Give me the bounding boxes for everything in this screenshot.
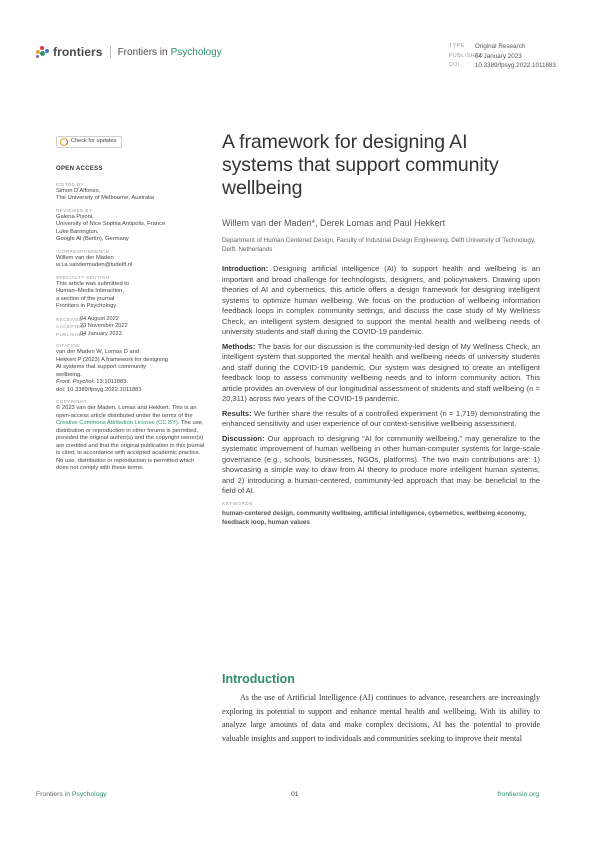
date-published: PUBLISHED 04 January 2023 [56, 330, 122, 337]
date-received: RECEIVED 04 August 2022 [56, 315, 119, 322]
abstract-results: Results: We further share the results of a controlled experiment (n = 1,719) demonstrating the enhanced sensitivity and user experience of our context-sensitive wellbeing assessment. [222, 408, 540, 428]
abstract-methods: Methods: The basis for our discussion is the community-led design of My Wellness Check, an intelligent system that supported the mental health and wellbeing needs of university students and staff during the COVID-19 pandemic. Our system was designed to create an intelligent feedback loop to assess community wellbeing needs and to inform community action. This article provides an overview of our longitudinal assessment of students and staff wellbeing (n = 20,311) across two years of the COVID-19 pandemic. [222, 341, 540, 403]
open-access-label: OPEN ACCESS [56, 166, 103, 172]
reviewed-by-label: REVIEWED BY [56, 207, 93, 213]
copyright-text: © 2023 van der Maden, Lomas and Hekkert. This is an open-access article distributed under the terms of the Creative Commons Attribution License (CC BY). The use, distribution or reproduction in other forums is permitted, provided the original author(s) and the copyright owner(s) are credited and that the original publication in this journal is cited, in accordance with accepted academic practice. No use, distribution or reproduction is permitted which does not comply with these terms. [56, 405, 205, 472]
abstract-discussion: Discussion: Our approach to designing “AI for community wellbeing,” may generalize to the systematic improvement of human wellbeing in other human-computer systems for large-scale governance (e.g., schools, businesses, NGOs, platforms). The two main contributions are: 1) showcasing a simple way to draw from AI theory to produce more intelligent human systems, and 2) introducing a human-centered, community-led approach that may be beneficial to the field of AI. [222, 433, 540, 495]
meta-published: PUBLISHED 04 January 2023 [448, 52, 522, 60]
keywords-label: KEYWORDS [222, 500, 253, 506]
abstract [222, 264, 540, 497]
footer-journal: Frontiers in Psychology [36, 791, 107, 798]
edited-by-label: EDITED BY [56, 181, 84, 187]
meta-type: TYPE Original Research [448, 43, 526, 50]
date-accepted: ACCEPTED 23 November 2022 [56, 323, 128, 330]
citation: van der Maden W, Lomas D and Hekkert P (2023) A framework for designing AI systems that support community wellbeing. Front. Psychol. 13:1011883. doi: 10.3389/fpsyg.2022.1011883 [56, 349, 208, 394]
article-main [222, 131, 540, 527]
introduction-heading: Introduction [222, 672, 295, 686]
journal-name: Psychology [170, 46, 222, 58]
reviewers: Galena Pisoni, University of Nice Sophia Antipolis, France Luke Barrington, Google AI (Berlin), Germany [56, 213, 166, 243]
page-header [36, 42, 556, 72]
journal-prefix: Frontiers in [117, 46, 168, 58]
citation-doi[interactable]: doi: 10.3389/fpsyg.2022.1011883 [56, 386, 142, 393]
correspondence-email[interactable]: w.l.a.vandermaden@tudelft.nl [56, 262, 133, 269]
keywords: human-centered design, community wellbeing, artificial intelligence, cybernetics, wellbeing economy, feedback loop, human values [222, 509, 526, 526]
check-for-updates-button[interactable]: Check for updates [56, 136, 122, 148]
correspondence-label: *CORRESPONDENCE [56, 248, 110, 254]
page-number: 01 [291, 791, 299, 798]
article-sidebar [56, 136, 208, 473]
brand-name: frontiers [53, 45, 103, 59]
brand-divider [110, 46, 111, 58]
specialty-section: This article was submitted to Human–Media Interaction, a section of the journal Frontiers in Psychology [56, 280, 130, 310]
correspondence: Willem van der Maden w.l.a.vandermaden@tudelft.nl [56, 255, 208, 270]
article-title: A framework for designing AI systems that support community wellbeing [222, 131, 499, 199]
article-meta [449, 42, 556, 71]
footer-website-link[interactable]: frontiersin.org [497, 791, 539, 798]
update-check-icon [60, 138, 68, 146]
frontiers-logo-icon [36, 46, 49, 59]
editor: Simon D'Alfonso, The University of Melbourne, Australia [56, 187, 154, 202]
brand[interactable] [36, 42, 222, 62]
copyright-label: COPYRIGHT [56, 399, 87, 405]
introduction-text: As the use of Artificial Intelligence (AI) continues to advance, researchers are increasingly exploring its potential to support and enhance mental health and wellbeing. With its ability to analyze large amounts of data and make complex decisions, AI has the potential to provide valuable insights and support to individuals and communities seeking to improve their mental [222, 693, 540, 743]
abstract-introduction: Introduction: Designing artificial intelligence (AI) to support health and wellbeing is an important and broad challenge for technologists, designers, and policymakers. Drawing upon theories of AI and cybernetics, this article offers a design framework for designing intelligent systems to optimize human wellbeing. We focus on the production of wellbeing information feedback loops in complex community settings, and discuss the case study of My Wellness Check, an intelligent system designed to support the mental health and wellbeing needs of university students and staff during the COVID-19 pandemic. [222, 264, 540, 336]
affiliation: Department of Human Centered Design, Faculty of Industrial Design Engineering, Delft University of Technology, Delft, Netherlands [222, 237, 536, 253]
article-dates [56, 316, 208, 339]
specialty-label: SPECIALTY SECTION [56, 274, 110, 280]
authors: Willem van der Maden*, Derek Lomas and Paul Hekkert [222, 218, 446, 228]
meta-doi[interactable]: DOI 10.3389/fpsyg.2022.1011883 [448, 62, 556, 69]
citation-label: CITATION [56, 343, 80, 349]
license-link[interactable]: Creative Commons Attribution License (CC BY). [56, 420, 180, 427]
